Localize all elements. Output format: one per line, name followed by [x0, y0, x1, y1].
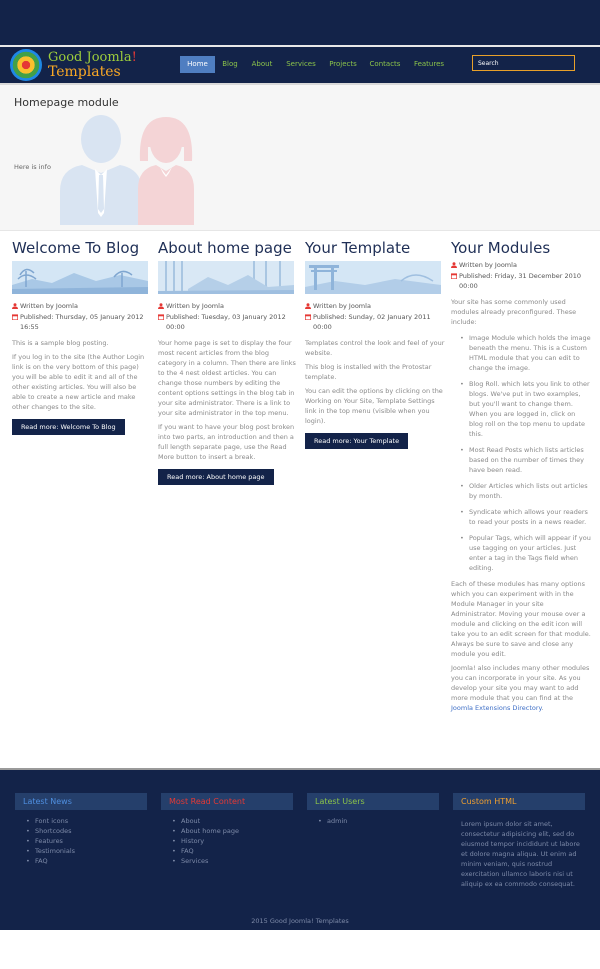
homepage-module-title: Homepage module — [14, 96, 119, 109]
read-more-button[interactable]: Read more: About home page — [158, 469, 274, 485]
footer-latest-news-list — [23, 816, 75, 866]
article-meta — [451, 260, 591, 291]
article-title[interactable]: Your Modules — [451, 239, 551, 257]
nav-about[interactable]: About — [251, 60, 273, 68]
article-published: Published: Tuesday, 03 January 2012 00:00 — [166, 313, 286, 331]
paragraph-text: Joomla! also includes many other modules you can incorporate in your site. As you develop your site you may want to add more module that you can find at the — [451, 664, 590, 702]
modules-list — [451, 333, 591, 573]
user-icon — [451, 260, 459, 271]
nav-contacts[interactable]: Contacts — [369, 60, 401, 68]
article-paragraph: Your home page is set to display the four most recent articles from the blog category in a column. Then there are links to the 4 nest oldest articles. You can change those numbers by editing the content options settings in the blog tab in your site administrator. There is a link to your site administrator in the top menu. — [158, 339, 296, 417]
nav-features[interactable]: Features — [413, 60, 445, 68]
list-item: • Most Read Posts which lists articles based on the number of times they have been read. — [451, 445, 591, 475]
read-more-button[interactable]: Read more: Welcome To Blog — [12, 419, 125, 435]
footer-link[interactable]: • Font icons — [23, 816, 75, 826]
footer-latest-users-list — [315, 816, 347, 826]
article-image — [158, 261, 294, 294]
site-footer — [0, 768, 600, 930]
article-author: Written by Joomla — [313, 302, 371, 310]
list-item: • Syndicate which allows your readers to read your posts in a news reader. — [451, 507, 591, 527]
footer-latest-news-title: Latest News — [15, 793, 147, 810]
footer-most-read-title: Most Read Content — [161, 793, 293, 810]
user-icon — [12, 301, 20, 312]
article-paragraph: If you want to have your blog post broken into two parts, an introduction and then a full length separate page, use the Read More button to insert a break. — [158, 423, 295, 461]
footer-link[interactable]: • About — [169, 816, 239, 826]
article-meta — [12, 301, 152, 332]
article-paragraph — [451, 663, 591, 713]
user-icon — [158, 301, 166, 312]
extensions-directory-link[interactable]: Joomla Extensions Directory — [451, 704, 542, 712]
list-item: • Popular Tags, which will appear if you use tagging on your articles. Just enter a tag in the Tags field when editing. — [451, 533, 591, 573]
paragraph-text: . — [541, 704, 544, 712]
footer-custom-html-title: Custom HTML — [453, 793, 585, 810]
calendar-icon — [158, 312, 166, 323]
read-more-button[interactable]: Read more: Your Template — [305, 433, 408, 449]
article-paragraph: If you log in to the site (the Author Login link is on the very bottom of this page) you will be able to edit it and all of the other existing articles. You will also be able to create a new article and make other changes to the site. — [12, 353, 145, 411]
logo-text-main: Good Joomla — [48, 50, 132, 65]
logo-text-line1[interactable] — [48, 50, 137, 65]
article-welcome-to-blog — [12, 236, 152, 435]
footer-link[interactable]: • Services — [169, 856, 239, 866]
list-item: • Older Articles which lists out articles by month. — [451, 481, 591, 501]
article-author: Written by Joomla — [459, 261, 517, 269]
user-icon — [305, 301, 313, 312]
footer-most-read-list — [169, 816, 239, 866]
footer-copyright: 2015 Good Joomla! Templates — [251, 917, 349, 925]
article-paragraph: Your site has some commonly used modules already preconfigured. These include: — [451, 298, 577, 326]
article-published: Published: Friday, 31 December 2010 00:00 — [459, 272, 582, 290]
article-about-home-page — [158, 236, 298, 485]
footer-link[interactable]: • FAQ — [23, 856, 75, 866]
logo-icon[interactable] — [10, 49, 42, 81]
article-author: Written by Joomla — [20, 302, 78, 310]
footer-link[interactable]: • Shortcodes — [23, 826, 75, 836]
nav-projects[interactable]: Projects — [329, 60, 357, 68]
article-your-modules — [451, 236, 591, 713]
calendar-icon — [12, 312, 20, 323]
list-item: • Image Module which holds the image beneath the menu. This is a Custom HTML module that you can edit to change the image. — [451, 333, 591, 373]
logo-text-line2[interactable]: Templates — [48, 64, 121, 80]
homepage-module-info: Here is info — [14, 163, 51, 171]
footer-link[interactable]: • History — [169, 836, 239, 846]
article-paragraph: This blog is installed with the Protostar template. — [305, 363, 432, 381]
nav-blog[interactable]: Blog — [222, 60, 238, 68]
people-illustration-icon — [58, 113, 204, 225]
article-paragraph: Templates control the look and feel of your website. — [305, 339, 445, 357]
list-item: • Blog Roll. which lets you link to other blogs. We've put in two examples, but you'll want to change them. When you are logged in, click on blog roll on the top menu to update this. — [451, 379, 591, 439]
footer-link[interactable]: • Features — [23, 836, 75, 846]
article-meta — [305, 301, 445, 332]
article-meta — [158, 301, 298, 332]
footer-latest-users-title: Latest Users — [307, 793, 439, 810]
homepage-module — [0, 85, 600, 231]
calendar-icon — [451, 271, 459, 282]
nav-services[interactable]: Services — [286, 60, 316, 68]
footer-link[interactable]: • About home page — [169, 826, 239, 836]
footer-link[interactable]: • Testimonials — [23, 846, 75, 856]
footer-custom-html-text: Lorem ipsum dolor sit amet, consectetur adipisicing elit, sed do eiusmod tempor incididunt ut labore et dolore magna aliqua. Ut enim ad minim veniam, quis nostrud exercitation ullamco laboris nisi ut aliquip ex ea commodo consequat. — [461, 820, 580, 888]
article-paragraph: You can edit the options by clicking on the Working on Your Site, Template Settings link in the top menu (visible when you login). — [305, 387, 443, 425]
footer-link[interactable]: • admin — [315, 816, 347, 826]
top-bar — [0, 0, 600, 47]
article-title[interactable]: About home page — [158, 239, 292, 257]
article-published: Published: Thursday, 05 January 2012 16:55 — [20, 313, 144, 331]
article-image — [12, 261, 148, 294]
calendar-icon — [305, 312, 313, 323]
article-image — [305, 261, 441, 294]
article-paragraph: Each of these modules has many options which you can experiment with in the Module Manager in your site Administrator. Moving your mouse over a module and clicking on the edit icon will take you to an edit screen for that module. Always be sure to save and close any module you edit. — [451, 580, 591, 658]
article-paragraph: This is a sample blog posting. — [12, 339, 109, 347]
article-published: Published: Sunday, 02 January 2011 00:00 — [313, 313, 431, 331]
site-header — [0, 47, 600, 83]
article-your-template — [305, 236, 445, 449]
article-title[interactable]: Welcome To Blog — [12, 239, 140, 257]
logo-text-accent: ! — [131, 50, 137, 65]
footer-link[interactable]: • FAQ — [169, 846, 239, 856]
article-author: Written by Joomla — [166, 302, 224, 310]
search-input[interactable] — [472, 55, 575, 71]
article-title[interactable]: Your Template — [305, 239, 411, 257]
nav-home[interactable]: Home — [180, 56, 215, 73]
